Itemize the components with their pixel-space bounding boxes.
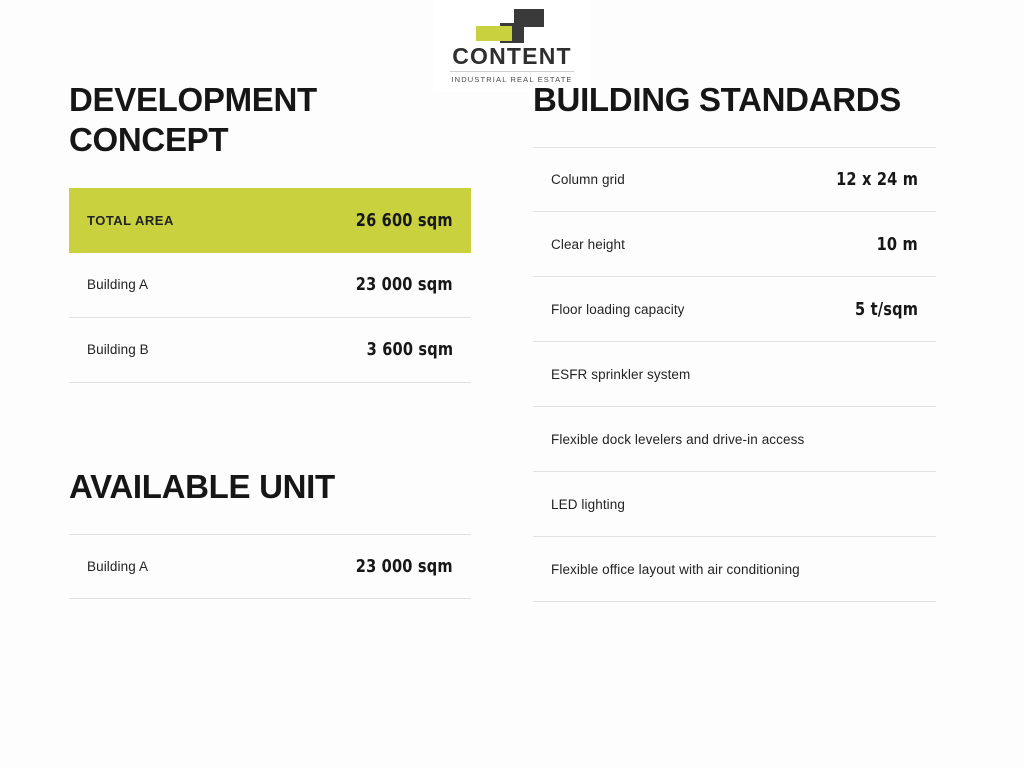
table-row bbox=[69, 318, 471, 383]
logo-wordmark: CONTENT bbox=[452, 42, 572, 69]
available-unit-table bbox=[69, 534, 471, 599]
table-row bbox=[533, 342, 936, 407]
logo-square-lime-icon bbox=[476, 26, 512, 41]
table-row bbox=[69, 188, 471, 253]
table-row bbox=[533, 407, 936, 472]
row-label: Clear height bbox=[551, 236, 625, 252]
table-row bbox=[533, 537, 936, 602]
building-standards-title: BUILDING STANDARDS bbox=[533, 81, 901, 118]
building-standards-table bbox=[533, 147, 936, 602]
row-value: 10 m bbox=[876, 233, 918, 255]
available-unit-title: AVAILABLE UNIT bbox=[69, 467, 335, 505]
table-row bbox=[533, 277, 936, 342]
table-row bbox=[533, 472, 936, 537]
row-label: Flexible office layout with air conditioning bbox=[551, 561, 800, 577]
row-label: ESFR sprinkler system bbox=[551, 366, 691, 382]
row-value: 23 000 sqm bbox=[356, 274, 453, 295]
row-label: Floor loading capacity bbox=[551, 301, 685, 317]
logo-mark-icon bbox=[466, 9, 558, 43]
row-label: LED lighting bbox=[551, 496, 625, 512]
table-row bbox=[69, 253, 471, 318]
row-label: Building A bbox=[87, 277, 149, 292]
row-label: Building B bbox=[87, 342, 149, 357]
left-column bbox=[69, 80, 471, 599]
logo-tagline: INDUSTRIAL REAL ESTATE bbox=[450, 71, 574, 84]
row-value: 23 000 sqm bbox=[356, 555, 453, 577]
right-column bbox=[533, 80, 936, 602]
row-label: TOTAL AREA bbox=[87, 212, 174, 228]
row-label: Building A bbox=[87, 558, 149, 574]
row-value: 12 x 24 m bbox=[836, 169, 918, 191]
table-row bbox=[69, 534, 471, 599]
development-concept-title: DEVELOPMENT CONCEPT bbox=[69, 81, 317, 159]
row-label: Flexible dock levelers and drive-in access bbox=[551, 431, 805, 447]
table-row bbox=[533, 212, 936, 277]
development-concept-table bbox=[69, 188, 471, 383]
row-value: 26 600 sqm bbox=[356, 209, 453, 231]
brand-logo bbox=[433, 0, 591, 92]
table-row bbox=[533, 147, 936, 212]
row-value: 5 t/sqm bbox=[854, 298, 918, 320]
row-label: Column grid bbox=[551, 172, 625, 188]
row-value: 3 600 sqm bbox=[366, 339, 453, 360]
section-spacer bbox=[69, 383, 471, 467]
